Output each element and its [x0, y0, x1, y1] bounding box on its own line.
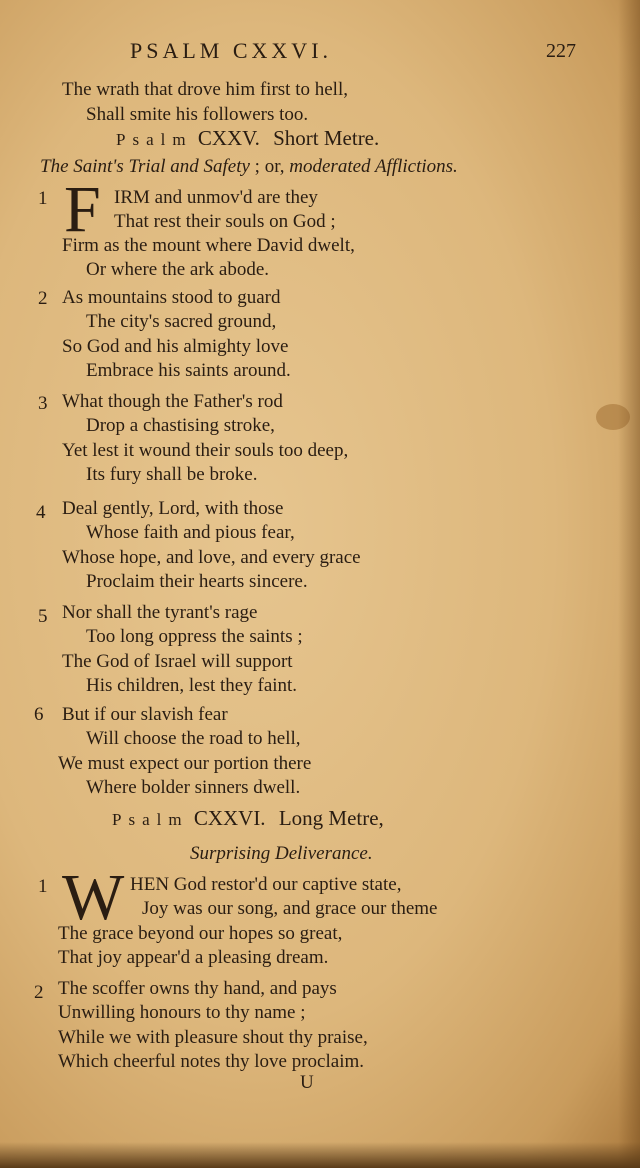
verse-line: As mountains stood to guard: [62, 287, 281, 308]
verse-line: That rest their souls on God ;: [114, 211, 336, 232]
psalm-126-subtitle: Surprising Deliverance.: [190, 843, 373, 864]
verse-line: Which cheerful notes thy love proclaim.: [58, 1051, 365, 1072]
verse-line: Deal gently, Lord, with those: [62, 498, 284, 519]
psalm-metre: Long Metre,: [278, 806, 384, 830]
verse-number: 2: [38, 288, 48, 309]
psalm-label: Psalm: [112, 810, 189, 829]
carryover-line: The wrath that drove him first to hell,: [62, 79, 348, 100]
verse-line: While we with pleasure shout thy praise,: [58, 1027, 368, 1048]
verse-number: 1: [38, 188, 48, 209]
verse-line: Will choose the road to hell,: [86, 728, 301, 749]
verse-line: Joy was our song, and grace our theme: [142, 898, 438, 919]
verse-line: The city's sacred ground,: [86, 311, 277, 332]
verse-number: 2: [34, 982, 44, 1003]
psalm-number: CXXV.: [197, 126, 260, 150]
verse-line: We must expect our portion there: [58, 753, 312, 774]
verse-line: So God and his almighty love: [62, 336, 289, 357]
verse-line: Drop a chastising stroke,: [86, 415, 275, 436]
verse-line: Unwilling honours to thy name ;: [58, 1002, 306, 1023]
verse-number: 5: [38, 606, 48, 627]
psalm-125-heading: [116, 126, 379, 151]
psalm-label: Psalm: [116, 130, 193, 149]
verse-line: Firm as the mount where David dwelt,: [62, 235, 355, 256]
verse-line: The scoffer owns thy hand, and pays: [58, 978, 337, 999]
verse-number: 3: [38, 393, 48, 414]
psalm-126-heading: [112, 806, 384, 831]
verse-line: Embrace his saints around.: [86, 360, 291, 381]
drop-cap: W: [62, 861, 125, 934]
verse-line: Whose hope, and love, and every grace: [62, 547, 361, 568]
verse-line: Nor shall the tyrant's rage: [62, 602, 258, 623]
verse-line: The grace beyond our hopes so great,: [58, 923, 343, 944]
verse-line: Yet lest it wound their souls too deep,: [62, 440, 349, 461]
carryover-line: Shall smite his followers too.: [86, 104, 309, 125]
verse-line: His children, lest they faint.: [86, 675, 298, 696]
psalm-125-subtitle: [40, 156, 458, 178]
verse-line: IRM and unmov'd are they: [114, 187, 318, 208]
verse-number: 6: [34, 704, 44, 725]
verse-line: The God of Israel will support: [62, 651, 293, 672]
psalm-number: CXXVI.: [193, 806, 266, 830]
verse-line: HEN God restor'd our captive state,: [130, 874, 402, 895]
subtitle-sep: ; or,: [254, 156, 285, 177]
verse-line: Or where the ark abode.: [86, 259, 270, 280]
page-edge-shadow: [618, 0, 640, 1168]
verse-line: Whose faith and pious fear,: [86, 522, 295, 543]
verse-line: Its fury shall be broke.: [86, 464, 258, 485]
drop-cap: F: [64, 173, 101, 246]
subtitle-part: The Saint's Trial and Safety: [40, 156, 250, 177]
page-bottom-edge: [0, 1142, 640, 1168]
psalm-metre: Short Metre.: [273, 126, 380, 150]
verse-line: But if our slavish fear: [62, 704, 228, 725]
verse-line: Proclaim their hearts sincere.: [86, 571, 308, 592]
verse-line: Too long oppress the saints ;: [86, 626, 303, 647]
page-number: 227: [546, 40, 576, 62]
signature-mark: U: [300, 1072, 314, 1093]
verse-number: 1: [38, 876, 48, 897]
running-title: PSALM CXXVI.: [130, 38, 333, 63]
verse-number: 4: [36, 502, 46, 523]
subtitle-part: moderated Afflictions.: [289, 156, 458, 177]
verse-line: What though the Father's rod: [62, 391, 283, 412]
verse-line: Where bolder sinners dwell.: [86, 777, 301, 798]
verse-line: That joy appear'd a pleasing dream.: [58, 947, 329, 968]
